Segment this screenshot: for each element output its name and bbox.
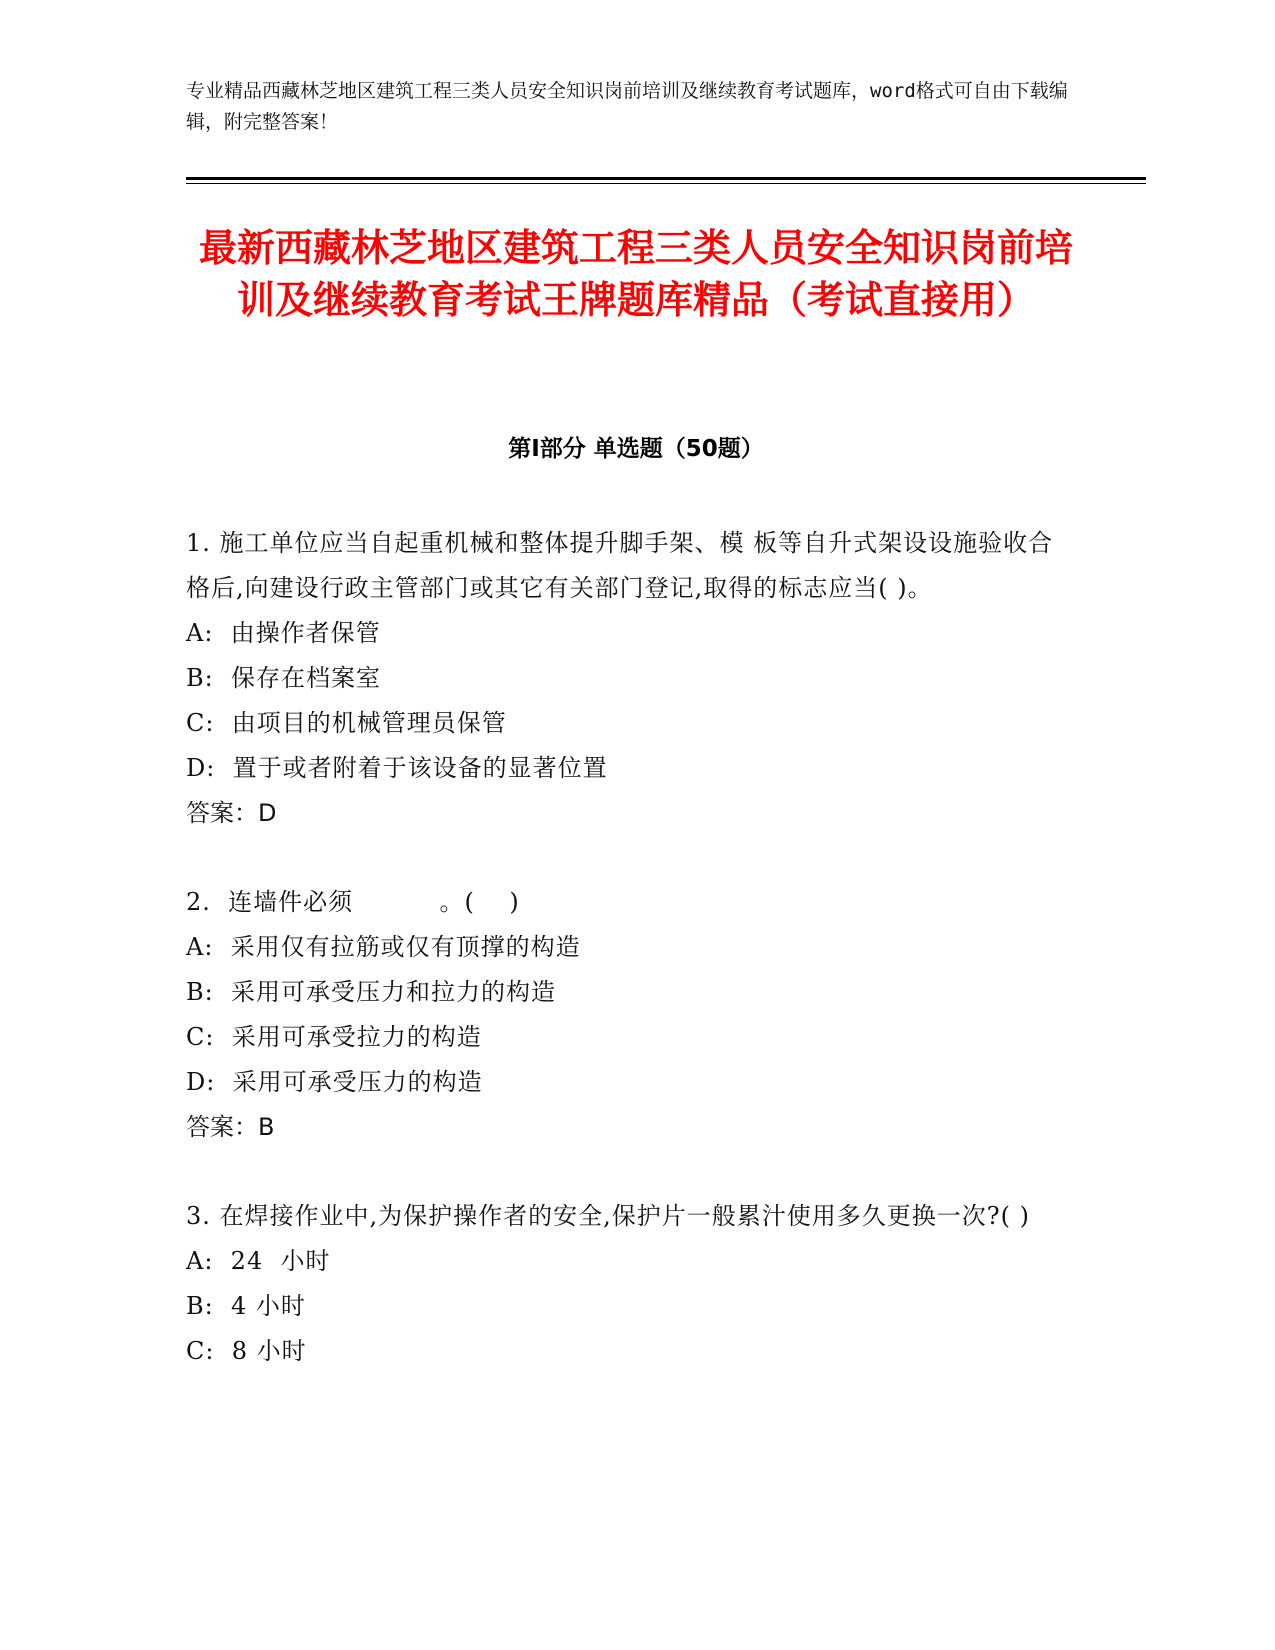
option-c: C: 由项目的机械管理员保管 xyxy=(186,709,507,737)
option-d: D: 采用可承受压力的构造 xyxy=(186,1068,483,1096)
option-a: A: 24 小时 xyxy=(186,1247,331,1275)
option-d: D: 置于或者附着于该设备的显著位置 xyxy=(186,754,608,782)
question-3 xyxy=(186,1194,1066,1374)
option-b: B: 4 小时 xyxy=(186,1292,306,1320)
header-rule-thin xyxy=(186,183,1146,184)
header-note: 专业精品西藏林芝地区建筑工程三类人员安全知识岗前培训及继续教育考试题库，word格式可自由下载编辑，附完整答案！ xyxy=(186,80,1068,133)
option-b: B: 保存在档案室 xyxy=(186,664,381,692)
option-c: C: 采用可承受拉力的构造 xyxy=(186,1023,482,1051)
document-title: 最新西藏林芝地区建筑工程三类人员安全知识岗前培训及继续教育考试王牌题库精品（考试直接用） xyxy=(198,226,1073,322)
question-list xyxy=(186,521,1066,1418)
question-stem: 3. 在焊接作业中,为保护操作者的安全,保护片一般累汁使用多久更换一次?( ) xyxy=(186,1202,1031,1230)
question-2 xyxy=(186,880,1066,1150)
option-a: A: 由操作者保管 xyxy=(186,619,381,647)
answer: 答案：B xyxy=(186,1113,275,1141)
option-c: C: 8 小时 xyxy=(186,1337,307,1365)
option-b: B: 采用可承受压力和拉力的构造 xyxy=(186,978,556,1006)
question-1 xyxy=(186,521,1066,836)
option-a: A: 采用仅有拉筋或仅有顶撑的构造 xyxy=(186,933,581,961)
section-title: 第Ⅰ部分 单选题（50题） xyxy=(508,436,764,462)
answer: 答案：D xyxy=(186,799,277,827)
question-stem: 1. 施工单位应当自起重机械和整体提升脚手架、模 板等自升式架设设施验收合格后,向建设行政主管部门或其它有关部门登记,取得的标志应当( )。 xyxy=(186,529,1054,602)
question-stem: 2. 连墙件必须 。( ) xyxy=(186,888,520,916)
header-rule-thick xyxy=(186,177,1146,180)
